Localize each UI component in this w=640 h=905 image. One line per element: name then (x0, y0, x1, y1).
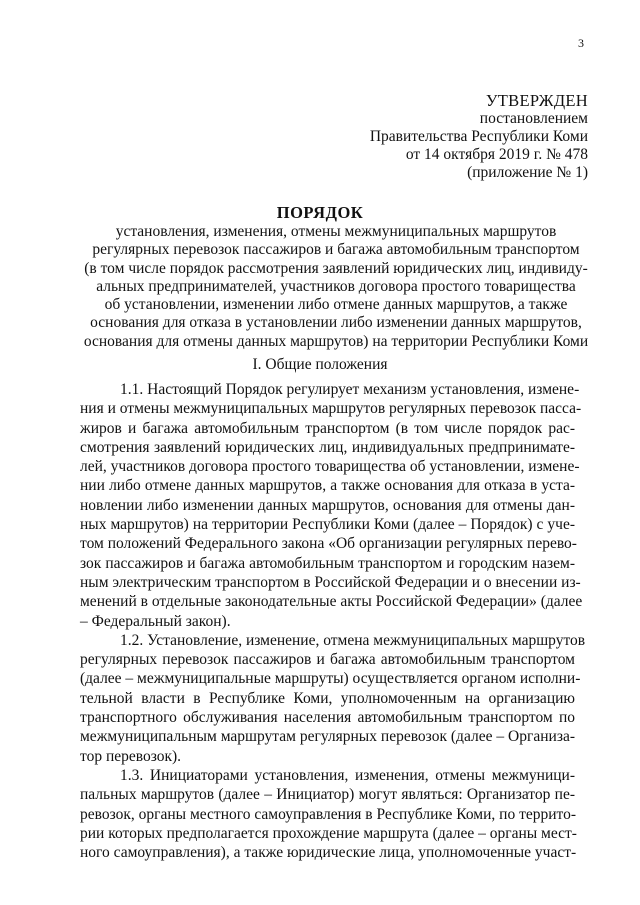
approval-stamp (370, 92, 588, 182)
paragraph-line: ния и отмены межмуниципальных маршрутов регулярных перевозок пасса- (80, 400, 582, 418)
page-number: 3 (578, 36, 584, 50)
paragraph-line: ных маршрутов) на территории Республики Коми (далее – Порядок) с уче- (80, 516, 575, 534)
paragraph-line: 1.1. Настоящий Порядок регулирует механизм установления, измене- (120, 381, 580, 398)
paragraph-line: тельной власти в Республике Коми, уполномоченным на организацию (80, 689, 575, 707)
paragraph-line: ного самоуправления), а также юридические лица, уполномоченные участ- (80, 844, 577, 862)
subtitle-line: (в том числе порядок рассмотрения заявлений юридических лиц, индивиду- (84, 259, 588, 277)
paragraph-line: ревозок, органы местного самоуправления в Республике Коми, по террито- (80, 805, 577, 823)
approval-line-2: Правительства Республики Коми (369, 128, 588, 145)
paragraph-line: тор перевозок). (80, 747, 182, 765)
section-body (80, 380, 586, 862)
paragraph-line: – Федеральный закон). (80, 612, 231, 630)
paragraph-line: транспортного обслуживания населения автомобильным транспортом по (80, 709, 575, 727)
approval-line-3: от 14 октября 2019 г. № 478 (405, 146, 588, 163)
subtitle-line: установления, изменения, отмены межмуниципальных маршрутов (115, 223, 557, 240)
paragraph-line: жиров и багажа автомобильным транспортом (в том числе порядок рас- (80, 419, 575, 437)
paragraph-line: новлении либо изменении данных маршрутов, основания для отмены дан- (80, 496, 575, 514)
document-title: ПОРЯДОК (276, 203, 364, 222)
document-subtitle (60, 223, 612, 351)
paragraph-line: межмуниципальным маршрутам регулярных перевозок (далее – Организа- (80, 728, 575, 746)
approval-title: УТВЕРЖДЕН (485, 91, 588, 110)
approval-line-1: постановлением (479, 110, 588, 127)
section-heading: I. Общие положения (252, 356, 388, 373)
paragraph-line: нии либо отмене данных маршрутов, а также основания для отказа в уста- (80, 477, 575, 495)
paragraph-line: ным электрическим транспортом в Российской Федерации и о внесении из- (80, 573, 581, 591)
paragraph-line: пальных маршрутов (далее – Инициатор) могут являться: Организатор пе- (80, 786, 575, 804)
paragraph-line: зок пассажиров и багажа автомобильным транспортом и городским назем- (80, 554, 575, 572)
approval-line-4: (приложение № 1) (467, 164, 588, 181)
paragraph-line: лей, участников договора простого товарищества об установлении, измене- (80, 458, 580, 476)
paragraph-line: менений в отдельные законодательные акты Российской Федерации» (далее (80, 593, 583, 611)
paragraph-line: том положений Федерального закона «Об организации регулярных перево- (80, 535, 577, 553)
paragraph-line: 1.2. Установление, изменение, отмена межмуниципальных маршрутов (120, 631, 586, 649)
subtitle-line: основания для отмены данных маршрутов) на территории Республики Коми (83, 332, 589, 350)
paragraph-line: 1.3. Инициаторами установления, изменения, отмены межмуници- (120, 766, 575, 784)
paragraph-line: регулярных перевозок пассажиров и багажа автомобильным транспортом (80, 651, 575, 669)
paragraph-line: рии которых предполагается прохождение маршрута (далее – органы мест- (80, 824, 577, 842)
subtitle-line: основания для отказа в установлении либо изменении данных маршрутов, (90, 314, 582, 332)
subtitle-line: регулярных перевозок пассажиров и багажа автомобильным транспортом (92, 241, 580, 259)
paragraph-line: смотрения заявлений юридических лиц, индивидуальных предпринимате- (80, 438, 575, 456)
subtitle-line: альных предпринимателей, участников договора простого товарищества (96, 277, 576, 295)
subtitle-line: об установлении, изменении либо отмене данных маршрутов, а также (104, 296, 568, 314)
paragraph-line: (далее – межмуниципальные маршруты) осуществляется органом исполни- (80, 670, 581, 688)
